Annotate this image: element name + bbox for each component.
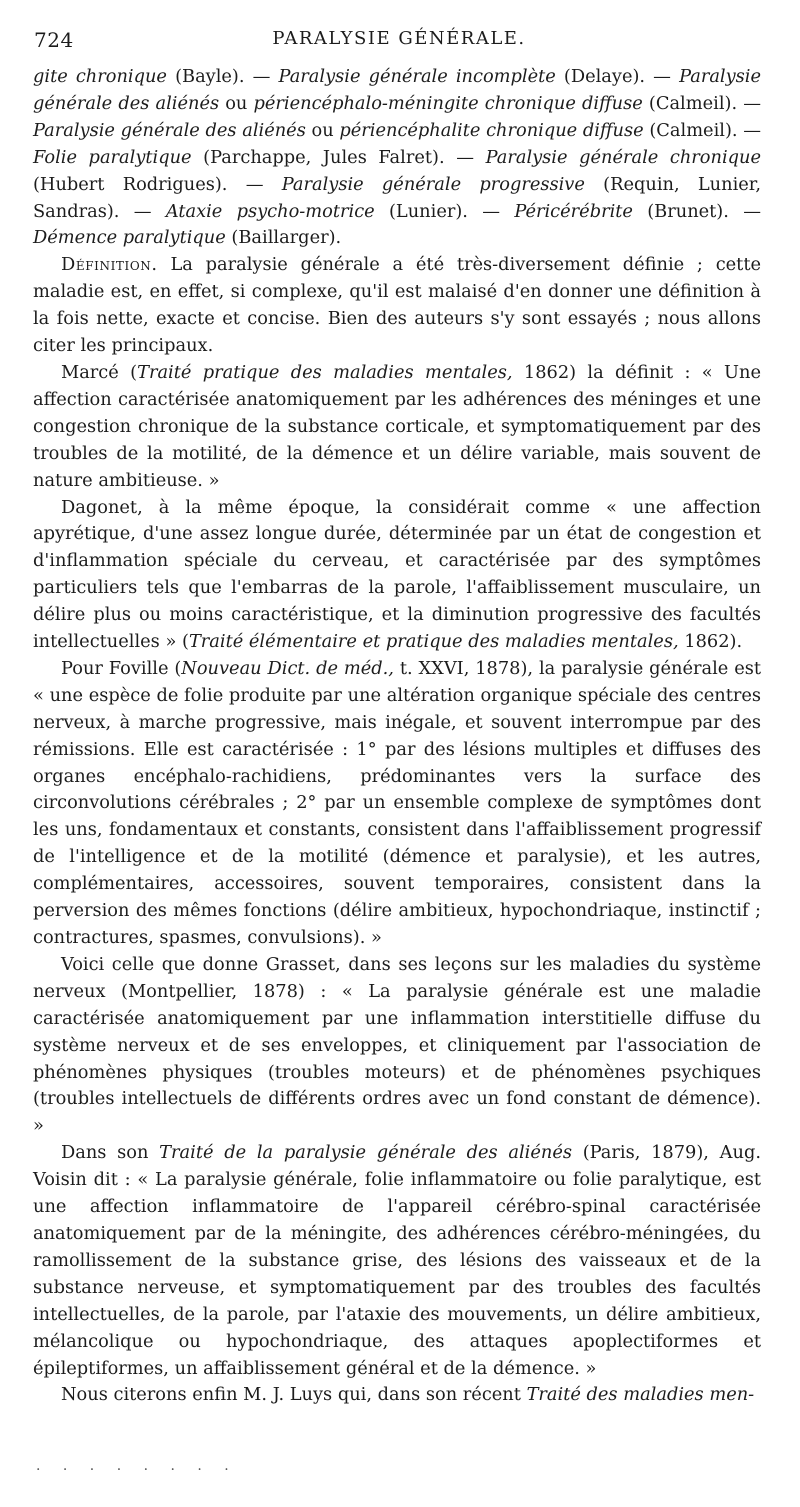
synonym-term: Paralysie générale incomplète — [278, 66, 556, 87]
marce-text-before: Marcé ( — [61, 361, 138, 383]
dagonet-paragraph — [33, 495, 761, 656]
foville-book-title: Nouveau Dict. de méd., — [181, 657, 394, 679]
synonym-term: Ataxie psycho-motrice — [165, 200, 375, 222]
dagonet-book-title: Traité élémentaire et pratique des maladies mentales, — [188, 631, 679, 653]
synonym-term: Paralysie générale chronique — [485, 146, 762, 168]
definition-label: Définition. — [61, 254, 158, 276]
synonym-term: gite chronique — [33, 66, 167, 87]
page-number: 724 — [34, 28, 74, 52]
foville-paragraph — [33, 656, 761, 952]
marce-text-after: 1862) la définit : « Une affection caractérisée anatomiquement par les adhérences des méninges et une congestion chronique de la substance corticale, et symptomatiquement par des troubles de la motilité, de la démence et un délire variable, mais souvent de nature ambitieuse. » — [33, 361, 761, 491]
synonym-term: Paralysie générale des aliénés — [33, 66, 761, 114]
synonym-term: Folie paralytique — [33, 146, 192, 168]
voisin-paragraph — [33, 1140, 761, 1382]
synonym-term: périencéphalite chronique diffuse — [339, 119, 644, 141]
synonym-term: Paralysie générale progressive — [281, 173, 585, 195]
synonyms-paragraph — [33, 64, 761, 252]
marce-book-title: Traité pratique des maladies mentales, — [137, 361, 513, 383]
luys-text: Nous citerons enfin M. J. Luys qui, dans son récent — [61, 1384, 527, 1406]
voisin-text-before: Dans son — [61, 1142, 160, 1164]
synonym-author: (Brunet). — — [632, 200, 761, 222]
page-header — [34, 28, 764, 58]
marce-paragraph — [33, 360, 761, 495]
synonym-author: (Parchappe, Jules Falret). — — [191, 146, 486, 168]
synonym-author: ou — [305, 119, 340, 141]
synonym-author: ou — [219, 92, 254, 114]
footer-dots: · · · · · · · · — [36, 1462, 238, 1478]
page-body — [33, 64, 761, 1409]
synonym-term: périencéphalo-méningite chronique diffuse — [253, 92, 643, 114]
synonym-author: (Bayle). — — [166, 66, 279, 87]
dagonet-text-after: 1862). — [678, 631, 743, 653]
running-title: PARALYSIE GÉNÉRALE. — [272, 28, 526, 49]
luys-paragraph — [33, 1382, 761, 1409]
synonym-term: Péricérébrite — [514, 200, 633, 222]
voisin-text-after: (Paris, 1879), Aug. Voisin dit : « La paralysie générale, folie inflammatoire ou folie paralytique, est une affection inflammatoire de l'appareil cérébro-spinal caractérisée anatomiquement par de la méningite, des adhérences cérébro-méningées, du ramollissement de la substance grise, des lésions des vaisseaux et de la substance nerveuse, et symptomatiquement par des troubles des facultés intellectuelles, de la parole, par l'ataxie des mouvements, un délire ambitieux, mélancolique ou hypochondriaque, des attaques apoplectiformes et épileptiformes, un affaiblissement général et de la démence. » — [33, 1142, 761, 1379]
definition-paragraph — [33, 252, 761, 360]
voisin-book-title: Traité de la paralysie générale des aliénés — [159, 1142, 572, 1164]
synonym-author: (Requin, Lunier, Sandras). — — [33, 173, 761, 222]
synonym-author: (Hubert Rodrigues). — — [33, 173, 282, 195]
synonym-term: Paralysie générale des aliénés — [33, 119, 306, 141]
dagonet-text-before: Dagonet, à la même époque, la considérait comme « une affection apyrétique, d'une assez longue durée, déterminée par un état de congestion et d'inflammation spéciale du cerveau, et caractérisée par des symptômes particuliers tels que l'embarras de la parole, l'affaiblissement musculaire, un délire plus ou moins caractéristique, et la diminution progressive des facultés intellectuelles » ( — [33, 496, 761, 653]
luys-book-title: Traité des maladies men- — [526, 1384, 755, 1406]
synonym-author: (Calmeil). — — [643, 119, 762, 141]
foville-text-after: t. XXVI, 1878), la paralysie générale est « une espèce de folie produite par une altération organique spéciale des centres nerveux, à marche progressive, mais inégale, et souvent interrompue par des rémissions. Elle est caractérisée : 1° par des lésions multiples et diffuses des organes encéphalo-rachidiens, prédominantes vers la surface des circonvolutions cérébrales ; 2° par un ensemble complexe de symptômes dont les uns, fondamentaux et constants, consistent dans l'affaiblissement progressif de l'intelligence et de la motilité (démence et paralysie), et les autres, complémentaires, accessoires, souvent temporaires, consistent dans la perversion des mêmes fonctions (délire ambitieux, hypochondriaque, instinctif ; contractures, spasmes, convulsions). » — [33, 657, 762, 948]
synonym-author: (Baillarger). — [225, 227, 342, 249]
synonym-author: (Delaye). — — [555, 66, 680, 87]
definition-text: La paralysie générale a été très-diversement définie ; cette maladie est, en effet, si complexe, qu'il est malaisé d'en donner une définition à la fois nette, exacte et concise. Bien des auteurs s'y sont essayés ; nous allons citer les principaux. — [33, 254, 761, 357]
synonym-author: (Lunier). — — [374, 200, 515, 222]
foville-text-before: Pour Foville ( — [61, 657, 182, 679]
synonym-term: Démence paralytique — [33, 227, 226, 249]
synonym-author: (Calmeil). — — [642, 92, 762, 114]
grasset-paragraph: Voici celle que donne Grasset, dans ses leçons sur les maladies du système nerveux (Montpellier, 1878) : « La paralysie générale est une maladie caractérisée anatomiquement par une inflammation interstitielle diffuse du système nerveux et de ses enveloppes, et cliniquement par l'association de phénomènes physiques (troubles moteurs) et de phénomènes psychiques (troubles intellectuels de différents ordres avec un fond constant de démence). » — [33, 953, 761, 1137]
